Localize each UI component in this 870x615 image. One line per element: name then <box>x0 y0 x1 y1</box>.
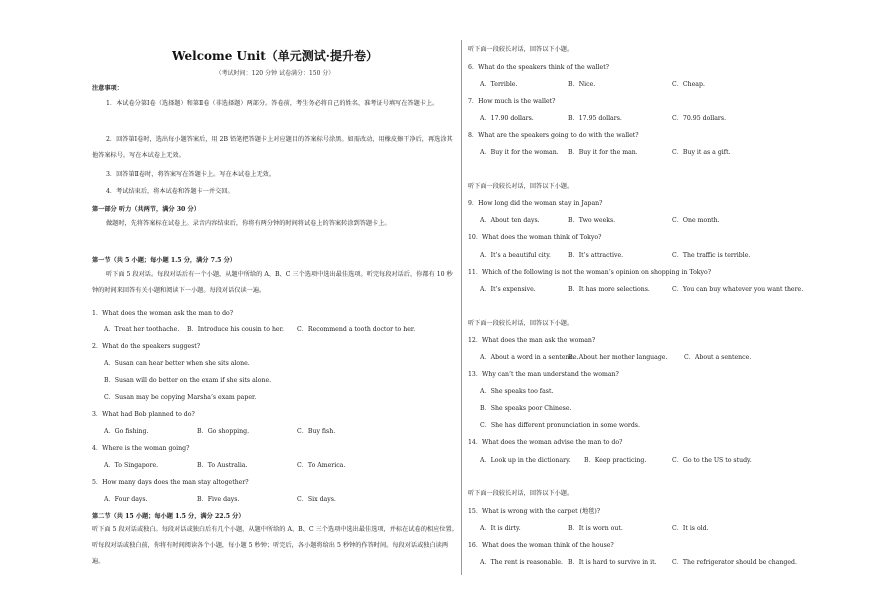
question-1: 1．What does the woman ask the man to do? <box>92 310 234 317</box>
option-c: C．To America. <box>297 462 346 469</box>
option-b: B．Introduce his cousin to her. <box>187 326 284 333</box>
notes-heading: 注意事项： <box>92 85 123 92</box>
option-b: B．About her mother language. <box>568 354 668 361</box>
option-a: A．Susan can hear better when she sits alone. <box>104 360 250 367</box>
option-c: C．70.95 dollars. <box>672 115 727 122</box>
option-c: C．One month. <box>672 217 720 224</box>
option-a: A．Treat her toothache. <box>104 326 180 333</box>
group-lead: 听下面一段较长对话，回答以下小题。 <box>468 490 574 497</box>
section2-intro: 听下面 5 段对话或独白。每段对话或独白后有几个小题，从题中所给的 A、B、C 三个选项中选出最佳选项，并标在试卷的相应位置。听每段对话或独白前，你将有时间阅读各个小题，每小题 5 秒钟；听完后，各小题将给出 5 秒钟的作答时间。每段对话或独白读两遍。 <box>92 526 458 565</box>
option-b: B．17.95 dollars. <box>568 115 622 122</box>
question-8: 8．What are the speakers going to do with the wallet? <box>468 132 639 139</box>
question-16: 16．What does the woman think of the house? <box>468 542 614 549</box>
option-c: C．About a sentence. <box>684 354 752 361</box>
question-13: 13．Why can’t the man understand the woman? <box>468 371 619 378</box>
option-a: A．Terrible. <box>480 81 518 88</box>
option-b: B．It is worn out. <box>568 525 623 532</box>
question-11: 11．Which of the following is not the woman’s opinion on shopping in Tokyo? <box>468 269 712 276</box>
note-item: 2．回答第Ⅰ卷时，选出每小题答案后，用 2B 铅笔把答题卡上对应题目的答案标号涂黑。如需改动，用橡皮擦干净后，再选涂其他答案标号。写在本试卷上无效。 <box>92 136 453 159</box>
option-b: B．Buy it for the man. <box>568 149 638 156</box>
option-c: C．She has different pronunciation in some words. <box>480 422 640 429</box>
option-b: B．Nice. <box>568 81 596 88</box>
column-divider <box>461 40 462 575</box>
option-c: C．Go to the US to study. <box>672 457 752 464</box>
option-c: C．Buy it as a gift. <box>672 149 731 156</box>
question-4: 4．Where is the woman going? <box>92 445 190 452</box>
option-c: C．Recommend a tooth doctor to her. <box>297 326 416 333</box>
option-a: A．Buy it for the woman. <box>480 149 559 156</box>
option-c: C．It is old. <box>672 525 709 532</box>
question-10: 10．What does the woman think of Tokyo? <box>468 234 602 241</box>
option-c: C．You can buy whatever you want there. <box>672 286 804 293</box>
option-c: C．Susan may be copying Marsha’s exam paper. <box>104 394 257 401</box>
note-item: 4．考试结束后，将本试卷和答题卡一并交回。 <box>106 188 234 195</box>
option-a: A．It is dirty. <box>480 525 521 532</box>
question-14: 14．What does the woman advise the man to do? <box>468 439 623 446</box>
option-b: B．It’s attractive. <box>568 252 624 259</box>
question-6: 6．What do the speakers think of the wallet? <box>468 64 610 71</box>
question-2: 2．What do the speakers suggest? <box>92 343 201 350</box>
option-b: B．To Australia. <box>197 462 248 469</box>
exam-info: （考试时间：120 分钟 试卷满分：150 分） <box>215 70 335 77</box>
option-b: B．Go shopping. <box>197 428 250 435</box>
option-a: A．About ten days. <box>480 217 540 224</box>
option-a: A．Go fishing. <box>104 428 149 435</box>
question-3: 3．What had Bob planned to do? <box>92 411 195 418</box>
option-a: A．It’s expensive. <box>480 286 536 293</box>
question-7: 7．How much is the wallet? <box>468 98 556 105</box>
option-b: B．It has more selections. <box>568 286 650 293</box>
part1-intro: 做题时，先将答案标在试卷上。录音内容结束后，你将有两分钟的时间将试卷上的答案转涂到答题卡上。 <box>106 220 391 227</box>
option-b: B．It is hard to survive in it. <box>568 559 657 566</box>
option-c: C．Six days. <box>297 496 336 503</box>
option-a: A．About a word in a sentence. <box>480 354 579 361</box>
section1-intro: 听下面 5 段对话。每段对话后有一个小题，从题中所给的 A、B、C 三个选项中选出最佳选项。听完每段对话后，你都有 10 秒钟的时间来回答有关小题和阅读下一小题。每段对话仅读一遍。 <box>92 271 453 294</box>
section2-heading: 第二节（共 15 小题；每小题 1.5 分，满分 22.5 分） <box>92 513 245 520</box>
option-c: C．Buy fish. <box>297 428 336 435</box>
option-b: B．She speaks poor Chinese. <box>480 405 572 412</box>
option-a: A．She speaks too fast. <box>480 388 554 395</box>
question-9: 9．How long did the woman stay in Japan? <box>468 200 603 207</box>
option-a: A．Four days. <box>104 496 148 503</box>
option-a: A．Look up in the dictionary. <box>480 457 571 464</box>
question-12: 12．What does the man ask the woman? <box>468 337 596 344</box>
option-a: A．17.90 dollars. <box>480 115 534 122</box>
group-lead: 听下面一段较长对话，回答以下小题。 <box>468 183 574 190</box>
option-b: B．Five days. <box>197 496 240 503</box>
part1-heading: 第一部分 听力（共两节，满分 30 分） <box>92 206 200 213</box>
option-c: C．The traffic is terrible. <box>672 252 751 259</box>
question-15: 15．What is wrong with the carpet (地毯)? <box>468 508 601 515</box>
note-item: 3．回答第Ⅱ卷时，将答案写在答题卡上。写在本试卷上无效。 <box>106 171 276 178</box>
option-c: C．Cheap. <box>672 81 705 88</box>
page-title: Welcome Unit（单元测试·提升卷） <box>172 49 378 63</box>
group-lead: 听下面一段较长对话，回答以下小题。 <box>468 320 574 327</box>
group-lead: 听下面一段较长对话，回答以下小题。 <box>468 46 574 53</box>
option-b: B．Susan will do better on the exam if she sits alone. <box>104 377 272 384</box>
note-item: 1．本试卷分第Ⅰ卷（选择题）和第Ⅱ卷（非选择题）两部分。答卷前，考生务必将自己的姓名、准考证号填写在答题卡上。 <box>106 100 439 107</box>
option-a: A．To Singapore. <box>104 462 159 469</box>
option-a: A．It’s a beautiful city. <box>480 252 551 259</box>
option-c: C．The refrigerator should be changed. <box>672 559 797 566</box>
option-b: B．Keep practicing. <box>584 457 647 464</box>
option-a: A．The rent is reasonable. <box>480 559 564 566</box>
option-b: B．Two weeks. <box>568 217 616 224</box>
question-5: 5．How many days does the man stay altogether? <box>92 479 249 486</box>
section1-heading: 第一节（共 5 小题；每小题 1.5 分，满分 7.5 分） <box>92 257 236 264</box>
